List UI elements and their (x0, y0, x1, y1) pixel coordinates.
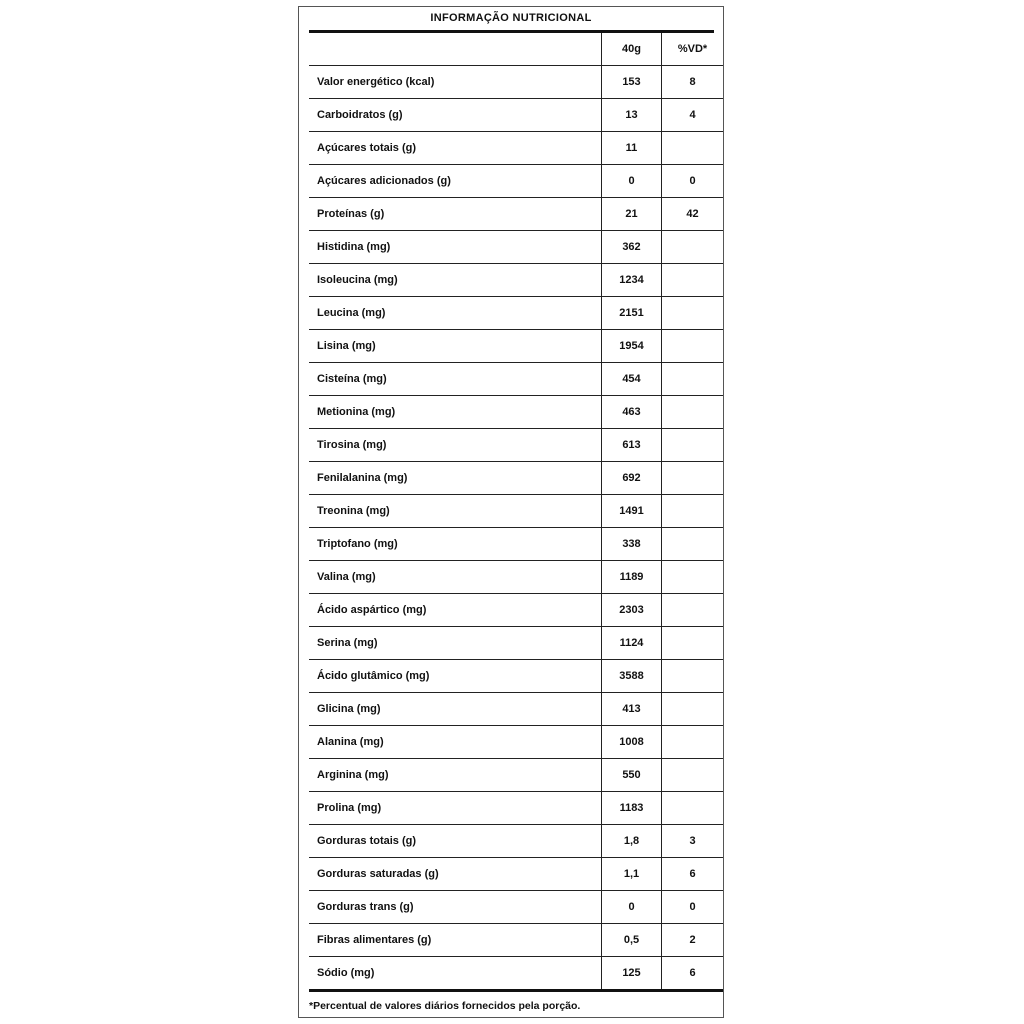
table-row (309, 825, 723, 858)
label-title: INFORMAÇÃO NUTRICIONAL (430, 12, 592, 24)
nutrient-value-cell: 0,5 (602, 924, 662, 957)
table-row (309, 594, 723, 627)
nutrient-vd-cell (662, 759, 724, 792)
table-row (309, 924, 723, 957)
table-row (309, 165, 723, 198)
nutrient-value-cell: 613 (602, 429, 662, 462)
nutrient-name-cell: Histidina (mg) (309, 231, 602, 264)
header-vd-cell: %VD* (662, 33, 724, 66)
nutrient-value-cell: 0 (602, 165, 662, 198)
table-header-row (309, 33, 723, 66)
nutrient-value-cell: 125 (602, 957, 662, 991)
nutrient-value-cell: 2151 (602, 297, 662, 330)
table-row (309, 759, 723, 792)
table-row (309, 429, 723, 462)
nutrient-vd-cell (662, 462, 724, 495)
table-row (309, 462, 723, 495)
table-row (309, 726, 723, 759)
nutrient-name-cell: Metionina (mg) (309, 396, 602, 429)
nutrient-vd-cell (662, 495, 724, 528)
nutrient-vd-cell: 0 (662, 165, 724, 198)
nutrient-vd-cell (662, 693, 724, 726)
table-row (309, 627, 723, 660)
nutrient-value-cell: 1189 (602, 561, 662, 594)
nutrient-name-cell: Leucina (mg) (309, 297, 602, 330)
nutrient-value-cell: 13 (602, 99, 662, 132)
nutrient-value-cell: 454 (602, 363, 662, 396)
table-row (309, 264, 723, 297)
table-row (309, 66, 723, 99)
nutrient-vd-cell (662, 363, 724, 396)
nutrient-vd-cell (662, 264, 724, 297)
nutrient-name-cell: Prolina (mg) (309, 792, 602, 825)
nutrient-name-cell: Treonina (mg) (309, 495, 602, 528)
nutrient-name-cell: Fenilalanina (mg) (309, 462, 602, 495)
nutrient-name-cell: Isoleucina (mg) (309, 264, 602, 297)
nutrient-value-cell: 1183 (602, 792, 662, 825)
nutrient-vd-cell: 3 (662, 825, 724, 858)
nutrient-vd-cell: 0 (662, 891, 724, 924)
table-row (309, 495, 723, 528)
nutrient-name-cell: Lisina (mg) (309, 330, 602, 363)
nutrient-vd-cell: 8 (662, 66, 724, 99)
nutrient-name-cell: Valor energético (kcal) (309, 66, 602, 99)
nutrient-vd-cell (662, 528, 724, 561)
nutrient-name-cell: Serina (mg) (309, 627, 602, 660)
nutrient-value-cell: 1491 (602, 495, 662, 528)
nutrient-name-cell: Cisteína (mg) (309, 363, 602, 396)
nutrient-value-cell: 692 (602, 462, 662, 495)
header-portion-cell: 40g (602, 33, 662, 66)
nutrient-vd-cell (662, 429, 724, 462)
nutrient-value-cell: 2303 (602, 594, 662, 627)
nutrient-name-cell: Gorduras totais (g) (309, 825, 602, 858)
nutrient-name-cell: Açúcares totais (g) (309, 132, 602, 165)
table-row (309, 528, 723, 561)
nutrient-value-cell: 463 (602, 396, 662, 429)
nutrient-name-cell: Gorduras saturadas (g) (309, 858, 602, 891)
nutrient-name-cell: Glicina (mg) (309, 693, 602, 726)
table-row (309, 297, 723, 330)
nutrient-name-cell: Proteínas (g) (309, 198, 602, 231)
footnote: *Percentual de valores diários fornecidos pela porção. (309, 1000, 581, 1012)
nutrient-name-cell: Arginina (mg) (309, 759, 602, 792)
nutrient-value-cell: 21 (602, 198, 662, 231)
nutrient-vd-cell: 6 (662, 858, 724, 891)
nutrient-value-cell: 1,1 (602, 858, 662, 891)
nutrient-vd-cell (662, 132, 724, 165)
nutrient-value-cell: 1008 (602, 726, 662, 759)
nutrient-vd-cell (662, 594, 724, 627)
nutrient-value-cell: 153 (602, 66, 662, 99)
nutrient-value-cell: 1234 (602, 264, 662, 297)
nutrient-name-cell: Valina (mg) (309, 561, 602, 594)
nutrient-value-cell: 11 (602, 132, 662, 165)
nutrient-vd-cell (662, 396, 724, 429)
table-row (309, 957, 723, 991)
table-row (309, 561, 723, 594)
nutrient-vd-cell (662, 792, 724, 825)
nutrient-vd-cell (662, 297, 724, 330)
nutrient-name-cell: Alanina (mg) (309, 726, 602, 759)
nutrient-vd-cell (662, 726, 724, 759)
nutrient-value-cell: 3588 (602, 660, 662, 693)
nutrient-vd-cell (662, 660, 724, 693)
nutrient-name-cell: Tirosina (mg) (309, 429, 602, 462)
table-row (309, 858, 723, 891)
nutrient-name-cell: Triptofano (mg) (309, 528, 602, 561)
table-row (309, 198, 723, 231)
nutrient-value-cell: 362 (602, 231, 662, 264)
nutrient-vd-cell (662, 330, 724, 363)
nutrition-table-body (309, 33, 723, 991)
nutrient-value-cell: 338 (602, 528, 662, 561)
nutrient-name-cell: Açúcares adicionados (g) (309, 165, 602, 198)
table-row (309, 99, 723, 132)
table-row (309, 792, 723, 825)
table-row (309, 132, 723, 165)
table-row (309, 693, 723, 726)
table-row (309, 363, 723, 396)
nutrient-value-cell: 1,8 (602, 825, 662, 858)
nutrient-vd-cell: 4 (662, 99, 724, 132)
table-row (309, 330, 723, 363)
nutrient-vd-cell: 42 (662, 198, 724, 231)
nutrient-name-cell: Fibras alimentares (g) (309, 924, 602, 957)
nutrient-value-cell: 0 (602, 891, 662, 924)
nutrient-vd-cell: 6 (662, 957, 724, 991)
nutrient-value-cell: 1954 (602, 330, 662, 363)
table-row (309, 231, 723, 264)
header-name-cell (309, 33, 602, 66)
nutrient-name-cell: Ácido aspártico (mg) (309, 594, 602, 627)
nutrient-name-cell: Ácido glutâmico (mg) (309, 660, 602, 693)
nutrient-value-cell: 1124 (602, 627, 662, 660)
nutrient-vd-cell (662, 561, 724, 594)
nutrient-vd-cell (662, 231, 724, 264)
table-row (309, 396, 723, 429)
nutrition-table (309, 33, 723, 992)
nutrient-name-cell: Sódio (mg) (309, 957, 602, 991)
nutrient-name-cell: Gorduras trans (g) (309, 891, 602, 924)
table-row (309, 891, 723, 924)
table-row (309, 660, 723, 693)
nutrient-value-cell: 413 (602, 693, 662, 726)
nutrient-name-cell: Carboidratos (g) (309, 99, 602, 132)
nutrient-vd-cell: 2 (662, 924, 724, 957)
nutrient-value-cell: 550 (602, 759, 662, 792)
nutrient-vd-cell (662, 627, 724, 660)
nutrition-facts-label (298, 6, 724, 1018)
